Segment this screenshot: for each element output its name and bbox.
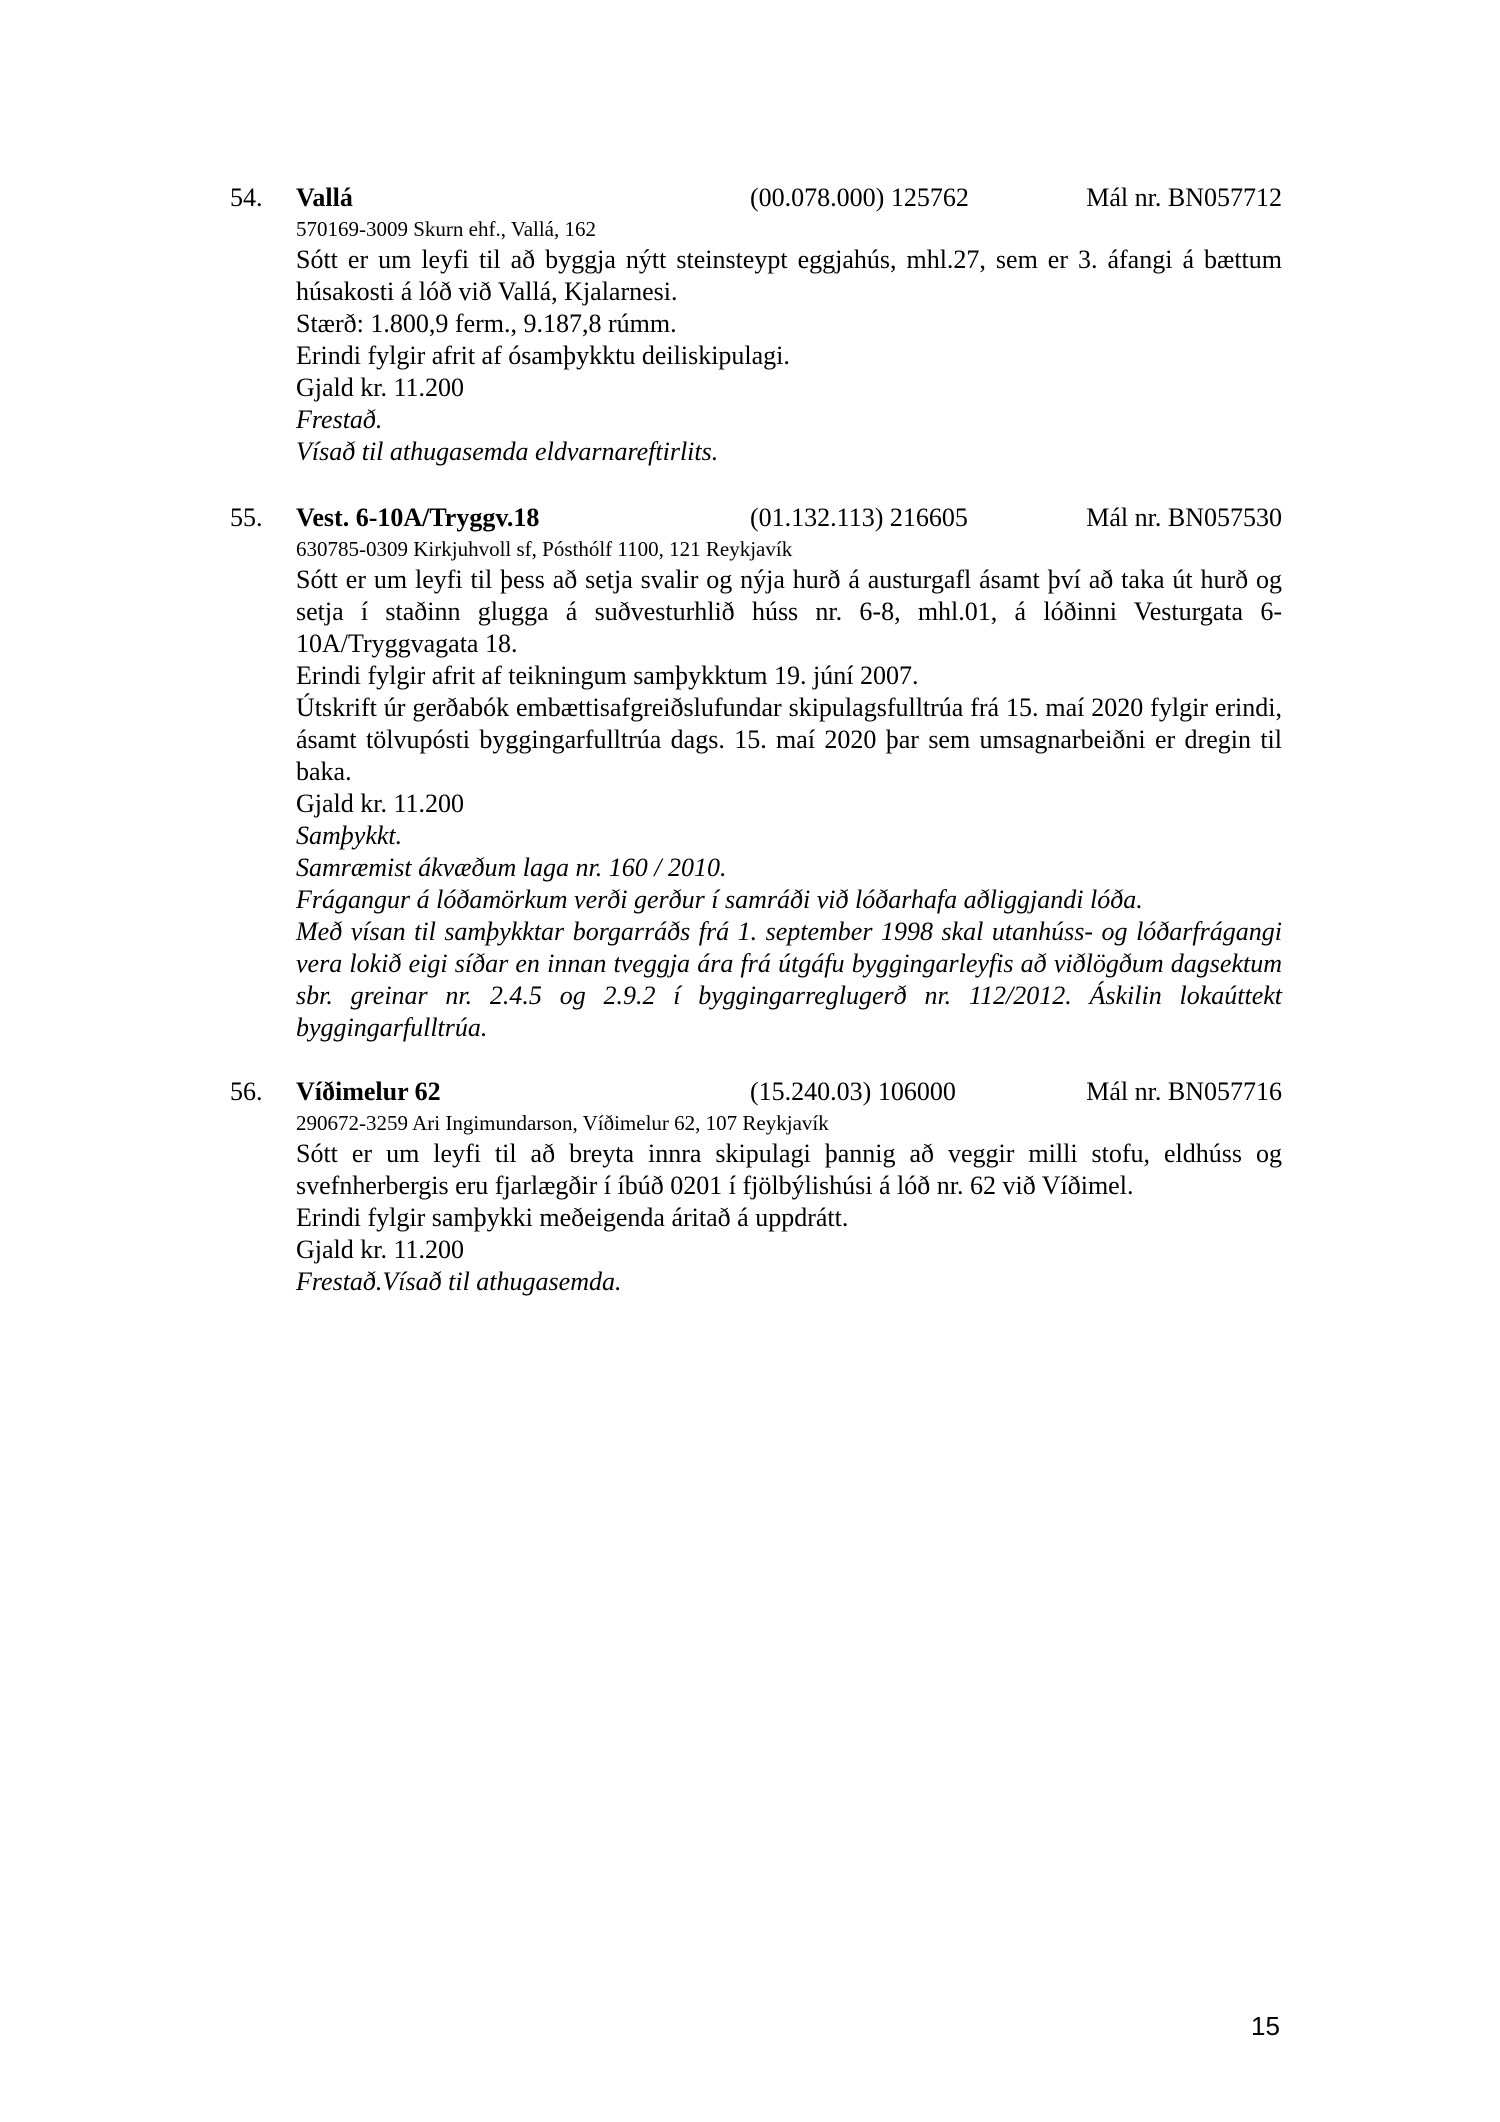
case-header: [230, 1075, 1282, 1109]
case-decision-note: Frágangur á lóðamörkum verði gerður í samráði við lóðarhafa aðliggjandi lóða.: [296, 885, 1143, 914]
case-body: [296, 215, 1282, 468]
case-address: Víðimelur 62: [296, 1077, 441, 1106]
case-attachment: Erindi fylgir samþykki meðeigenda áritað á uppdrátt.: [296, 1203, 849, 1232]
case-description: Sótt er um leyfi til að byggja nýtt steinsteypt eggjahús, mhl.27, sem er 3. áfangi á bættum húsakosti á lóð við Vallá, Kjalarnesi.: [296, 245, 1282, 306]
case-decision-note: Vísað til athugasemda eldvarnareftirlits.: [296, 437, 719, 466]
case-entry-56: [230, 1075, 1282, 1298]
case-body: [296, 1109, 1282, 1298]
case-header: [230, 501, 1282, 535]
case-number: 54.: [230, 183, 263, 212]
case-attachment: Erindi fylgir afrit af ósamþykktu deiliskipulagi.: [296, 341, 790, 370]
case-fee: Gjald kr. 11.200: [296, 789, 465, 818]
case-size: Stærð: 1.800,9 ferm., 9.187,8 rúmm.: [296, 309, 677, 338]
case-description: Sótt er um leyfi til þess að setja svalir og nýja hurð á austurgafl ásamt því að taka út hurð og setja í staðinn glugga á suðvesturhlið húss nr. 6-8, mhl.01, á lóðinni Vesturgata 6-10A/Tryggvagata 18.: [296, 565, 1282, 658]
lot-number: (01.132.113) 216605: [750, 503, 968, 532]
case-attachment: Útskrift úr gerðabók embættisafgreiðslufundar skipulagsfulltrúa frá 15. maí 2020 fylgir erindi, ásamt tölvupósti byggingarfulltrúa dags. 15. maí 2020 þar sem umsagnarbeiðni er dregin til baka.: [296, 693, 1282, 786]
case-id: Mál nr. BN057530: [1086, 503, 1282, 532]
case-id: Mál nr. BN057716: [1086, 1077, 1282, 1106]
case-decision: Frestað.: [296, 405, 383, 434]
case-decision: Frestað.Vísað til athugasemda.: [296, 1267, 622, 1296]
case-address: Vallá: [296, 183, 353, 212]
case-number: 55.: [230, 503, 263, 532]
case-decision-note: Samræmist ákvæðum laga nr. 160 / 2010.: [296, 853, 727, 882]
case-fee: Gjald kr. 11.200: [296, 373, 465, 402]
case-entry-55: [230, 501, 1282, 1044]
case-header: [230, 181, 1282, 215]
case-body: [296, 535, 1282, 1044]
case-decision: Samþykkt.: [296, 821, 403, 850]
case-decision-note: Með vísan til samþykktar borgarráðs frá 1. september 1998 skal utanhúss- og lóðarfrágangi vera lokið eigi síðar en innan tveggja ára frá útgáfu byggingarleyfis að viðlögðum dagsektum sbr. greinar nr. 2.4.5 og 2.9.2 í byggingarreglugerð nr. 112/2012. Áskilin lokaúttekt byggingarfulltrúa.: [296, 917, 1282, 1042]
applicant: 630785-0309 Kirkjuhvoll sf, Pósthólf 1100, 121 Reykjavík: [296, 537, 793, 561]
case-description: Sótt er um leyfi til að breyta innra skipulagi þannig að veggir milli stofu, eldhúss og svefnherbergis eru fjarlægðir í íbúð 0201 í fjölbýlishúsi á lóð nr. 62 við Víðimel.: [296, 1139, 1282, 1200]
lot-number: (15.240.03) 106000: [750, 1077, 956, 1106]
case-attachment: Erindi fylgir afrit af teikningum samþykktum 19. júní 2007.: [296, 661, 919, 690]
case-number: 56.: [230, 1077, 263, 1106]
case-id: Mál nr. BN057712: [1086, 183, 1282, 212]
lot-number: (00.078.000) 125762: [750, 183, 969, 212]
page-number: 15: [1251, 2011, 1280, 2041]
case-entry-54: [230, 181, 1282, 468]
applicant: 290672-3259 Ari Ingimundarson, Víðimelur 62, 107 Reykjavík: [296, 1111, 829, 1135]
case-address: Vest. 6-10A/Tryggv.18: [296, 503, 540, 532]
case-fee: Gjald kr. 11.200: [296, 1235, 465, 1264]
applicant: 570169-3009 Skurn ehf., Vallá, 162: [296, 217, 596, 241]
